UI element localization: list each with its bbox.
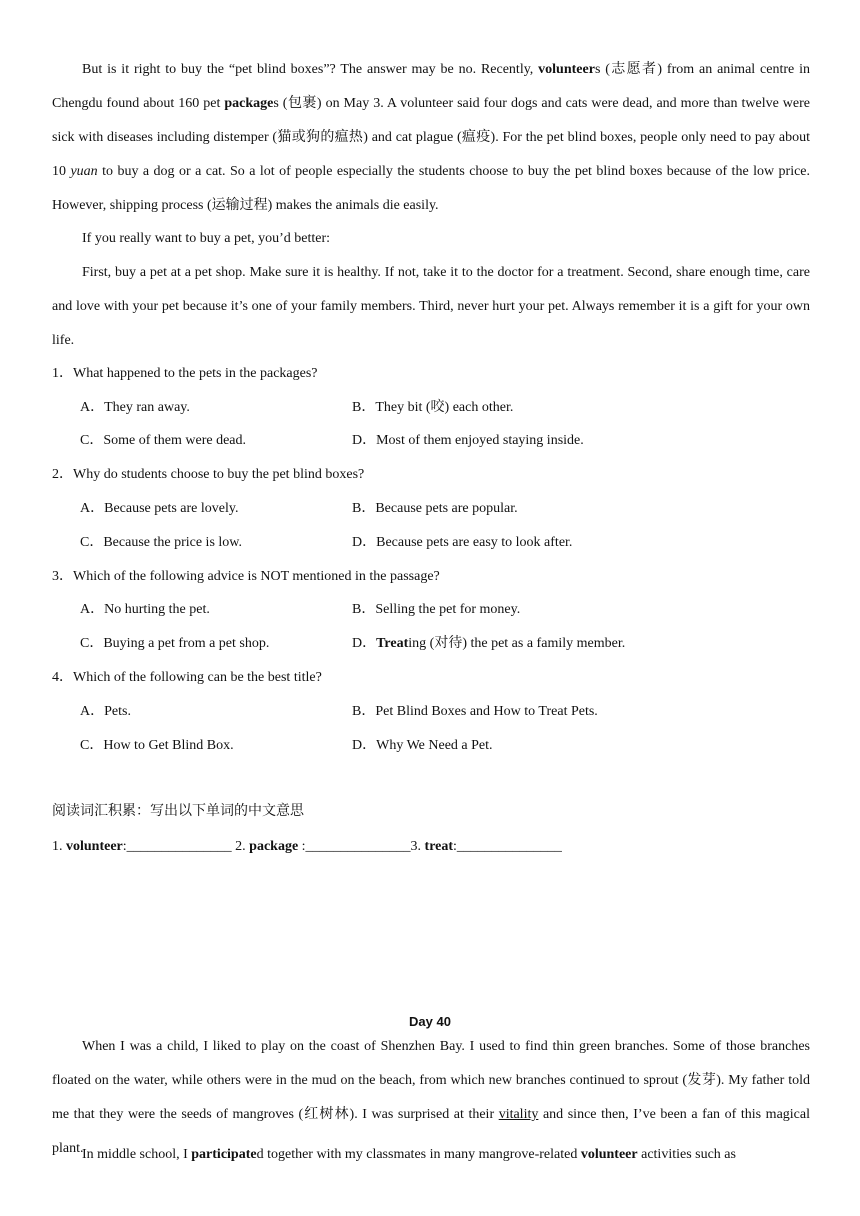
vocab-blank: :_______________3. bbox=[298, 839, 425, 854]
question-2-option-b: B．Because pets are popular. bbox=[352, 501, 518, 516]
text-run: s (包裹) on May 3. A volunteer said four dogs and cats were dead, and more than twelve were sick with diseases including distemper (猫或狗的瘟热) and cat plague (瘟疫). For the pet blind boxes, people only need to pay about 10 bbox=[52, 96, 810, 179]
question-3-option-b: B．Selling the pet for money. bbox=[352, 602, 521, 617]
question-1-stem: 1．What happened to the pets in the packages? bbox=[52, 366, 318, 381]
question-2-option-d: D．Because pets are easy to look after. bbox=[352, 535, 573, 550]
question-3-option-d bbox=[352, 634, 625, 654]
vocab-word-treat: treat bbox=[424, 839, 454, 854]
bold-word-volunteer: volunteer bbox=[538, 62, 595, 77]
question-4-option-d: D．Why We Need a Pet. bbox=[352, 738, 493, 753]
vocab-word-volunteer: volunteer bbox=[66, 839, 123, 854]
text-run: s (志愿者) from an animal centre in Chengdu found about 160 pet bbox=[52, 62, 810, 111]
vocab-line bbox=[52, 836, 562, 858]
text-run: to buy a dog or a cat. So a lot of people especially the students choose to buy the pet blind boxes because of the low price. However, shipping process (运输过程) makes the animals die easily. bbox=[52, 164, 811, 213]
passage-paragraph-1 bbox=[52, 53, 810, 223]
question-4-stem: 4．Which of the following can be the best title? bbox=[52, 670, 322, 685]
question-4-option-a: A．Pets. bbox=[80, 704, 131, 719]
text-run: and since then, I’ve been a fan of this magical plant. bbox=[52, 1107, 810, 1156]
question-3-option-c: C．Buying a pet from a pet shop. bbox=[80, 636, 270, 651]
passage-paragraph-2: If you really want to buy a pet, you’d better: bbox=[82, 231, 331, 246]
bold-word-volunteer: volunteer bbox=[580, 1147, 638, 1162]
question-2-option-c: C．Because the price is low. bbox=[80, 535, 242, 550]
question-3-option-a: A．No hurting the pet. bbox=[80, 602, 210, 617]
underlined-word-vitality: vitality bbox=[498, 1107, 539, 1122]
question-1-option-c: C．Some of them were dead. bbox=[80, 433, 247, 448]
vocab-section-title: 阅读词汇积累：写出以下单词的中文意思 bbox=[52, 804, 304, 819]
day-40-paragraph-2 bbox=[52, 1138, 810, 1172]
question-3-stem: 3．Which of the following advice is NOT mentioned in the passage? bbox=[52, 569, 440, 584]
passage-paragraph-3: First, buy a pet at a pet shop. Make sure it is healthy. If not, take it to the doctor for a treatment. Second, share enough time, care and love with your pet because it’s one of your family members. Third, never hurt your pet. Always remember it is a gift for your own life. bbox=[52, 265, 810, 348]
vocab-word-package: package bbox=[249, 839, 299, 854]
bold-word-package: package bbox=[224, 96, 274, 111]
question-2-stem: 2．Why do students choose to buy the pet blind boxes? bbox=[52, 467, 365, 482]
italic-word-yuan: yuan bbox=[70, 164, 98, 179]
bold-word-treat: Treat bbox=[376, 636, 409, 651]
text-run: activities such as bbox=[637, 1147, 736, 1162]
question-1-option-d: D．Most of them enjoyed staying inside. bbox=[352, 433, 584, 448]
vocab-number: 1. bbox=[52, 839, 66, 854]
question-1-option-a: A．They ran away. bbox=[80, 400, 190, 415]
question-2-option-a: A．Because pets are lovely. bbox=[80, 501, 239, 516]
text-run: When I was a child, I liked to play on the coast of Shenzhen Bay. I used to find thin green branches. Some of those branches floated on the water, while others were in the mud on the beach, from which new branches continued to sprout (发芽). My father told me that they were the seeds of mangroves (红树林). I was surprised at their bbox=[52, 1039, 810, 1122]
bold-word-participate: participate bbox=[191, 1147, 257, 1162]
vocab-blank: :_______________ 2. bbox=[122, 839, 250, 854]
day-40-heading: Day 40 bbox=[409, 1014, 451, 1029]
question-1-option-b: B．They bit (咬) each other. bbox=[352, 400, 514, 415]
question-4-option-c: C．How to Get Blind Box. bbox=[80, 738, 234, 753]
text-run: d together with my classmates in many mangrove-related bbox=[256, 1147, 581, 1162]
option-text: ing (对待) the pet as a family member. bbox=[408, 636, 626, 651]
question-4-option-b: B．Pet Blind Boxes and How to Treat Pets. bbox=[352, 704, 598, 719]
text-run: In middle school, I bbox=[82, 1147, 192, 1162]
vocab-blank: :_______________ bbox=[453, 839, 562, 854]
option-letter: D． bbox=[352, 636, 377, 651]
text-run: But is it right to buy the “pet blind boxes”? The answer may be no. Recently, bbox=[82, 62, 539, 77]
